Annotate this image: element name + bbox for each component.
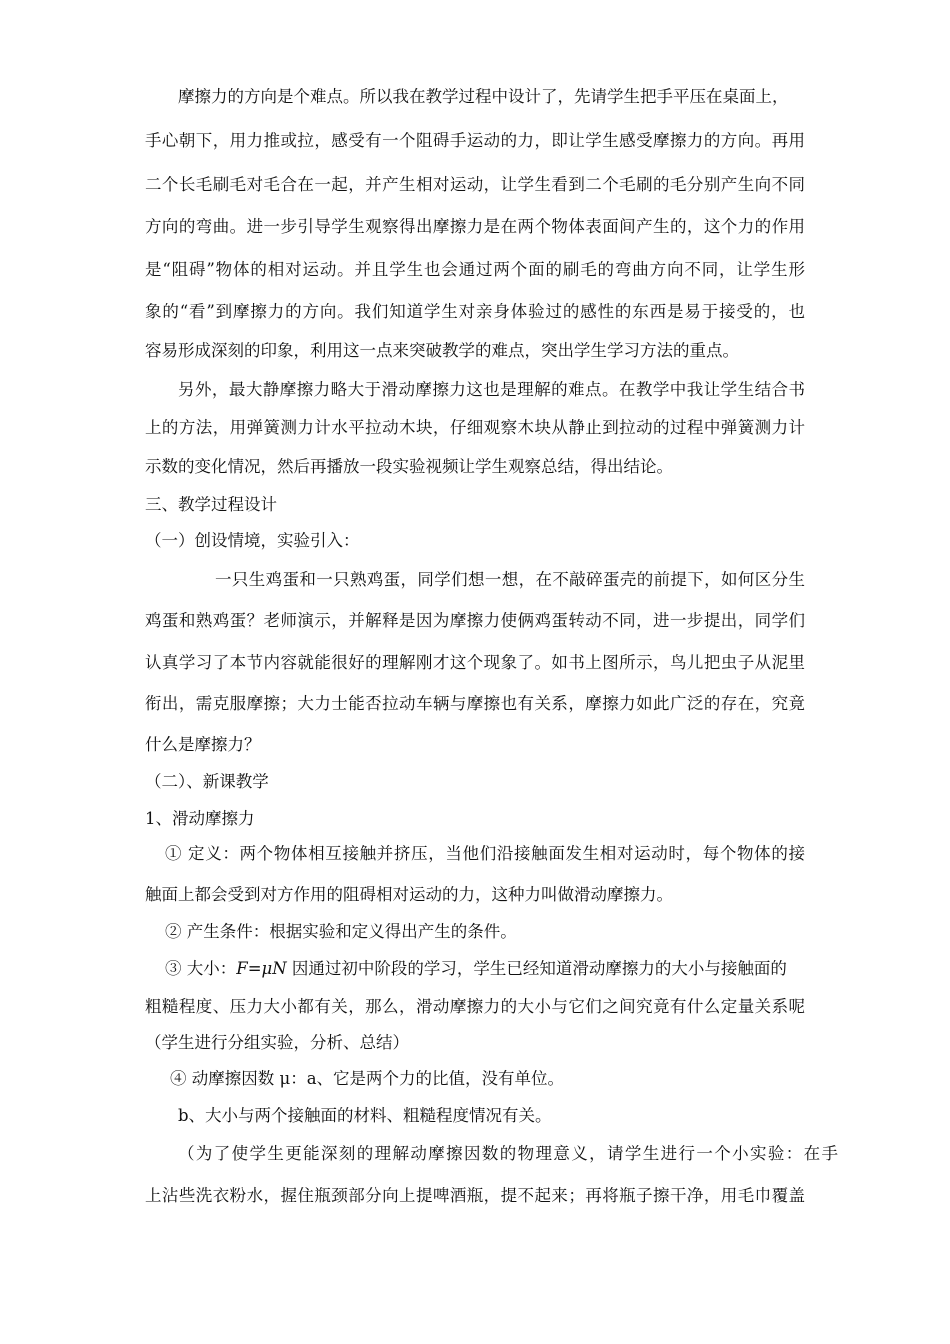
item-heading: 1、滑动摩擦力: [145, 809, 255, 828]
paragraph-line: 一只生鸡蛋和一只熟鸡蛋，同学们想一想，在不敲碎蛋壳的前提下，如何区分生: [215, 570, 805, 589]
paragraph-line: 是“阻碍”物体的相对运动。并且学生也会通过两个面的刷毛的弯曲方向不同，让学生形: [145, 260, 805, 279]
paragraph-line: 手心朝下，用力推或拉，感受有一个阻碍手运动的力，即让学生感受摩擦力的方向。再用: [145, 131, 805, 150]
paragraph-line: 鸡蛋和熟鸡蛋？老师演示，并解释是因为摩擦力使俩鸡蛋转动不同，进一步提出，同学们: [145, 611, 805, 630]
paragraph-line: 另外，最大静摩擦力略大于滑动摩擦力这也是理解的难点。在教学中我让学生结合书: [178, 380, 805, 399]
magnitude-line: [165, 958, 805, 980]
coefficient-line-a: ④ 动摩擦因数 μ：a、它是两个力的比值，没有单位。: [170, 1069, 565, 1088]
section-heading: 三、教学过程设计: [145, 495, 277, 514]
definition-line: ① 定义：两个物体相互接触并挤压，当他们沿接触面发生相对运动时，每个物体的接: [165, 844, 805, 863]
paragraph-line: 示数的变化情况，然后再播放一段实验视频让学生观察总结，得出结论。: [145, 457, 673, 476]
paragraph-line: 上的方法，用弹簧测力计水平拉动木块，仔细观察木块从静止到拉动的过程中弹簧测力计: [145, 418, 805, 437]
subsection-heading: （一）创设情境，实验引入：: [145, 531, 360, 550]
magnitude-text: 因通过初中阶段的学习，学生已经知道滑动摩擦力的大小与接触面的: [286, 959, 787, 978]
paragraph-line: 容易形成深刻的印象，利用这一点来突破教学的难点，突出学生学习方法的重点。: [145, 341, 739, 360]
experiment-line: 上沾些洗衣粉水，握住瓶颈部分向上提啤酒瓶，提不起来；再将瓶子擦干净，用毛巾覆盖: [145, 1186, 805, 1205]
paragraph-line: 象的“看”到摩擦力的方向。我们知道学生对亲身体验过的感性的东西是易于接受的，也: [145, 302, 805, 321]
paragraph-line: 方向的弯曲。进一步引导学生观察得出摩擦力是在两个物体表面间产生的，这个力的作用: [145, 217, 805, 236]
paragraph-line: 衔出，需克服摩擦；大力士能否拉动车辆与摩擦也有关系，摩擦力如此广泛的存在，究竟: [145, 694, 805, 713]
coefficient-line-b: b、大小与两个接触面的材料、粗糙程度情况有关。: [178, 1106, 552, 1125]
experiment-line: （为了使学生更能深刻的理解动摩擦因数的物理意义，请学生进行一个小实验：在手: [178, 1144, 838, 1163]
definition-line: 触面上都会受到对方作用的阻碍相对运动的力，这种力叫做滑动摩擦力。: [145, 885, 673, 904]
paragraph-line: 摩擦力的方向是个难点。所以我在教学过程中设计了，先请学生把手平压在桌面上，: [178, 87, 789, 106]
paragraph-line: 认真学习了本节内容就能很好的理解刚才这个现象了。如书上图所示，鸟儿把虫子从泥里: [145, 653, 805, 672]
magnitude-line: （学生进行分组实验，分析、总结）: [145, 1033, 409, 1052]
condition-line: ② 产生条件：根据实验和定义得出产生的条件。: [165, 922, 517, 941]
friction-formula: F=μN: [236, 959, 287, 978]
magnitude-line: 粗糙程度、压力大小都有关，那么，滑动摩擦力的大小与它们之间究竟有什么定量关系呢: [145, 997, 805, 1016]
paragraph-line: 什么是摩擦力？: [145, 735, 261, 754]
subsection-heading: （二）、新课教学: [145, 772, 269, 791]
magnitude-prefix: ③ 大小：: [165, 959, 237, 978]
paragraph-line: 二个长毛刷毛对毛合在一起，并产生相对运动，让学生看到二个毛刷的毛分别产生向不同: [145, 175, 805, 194]
